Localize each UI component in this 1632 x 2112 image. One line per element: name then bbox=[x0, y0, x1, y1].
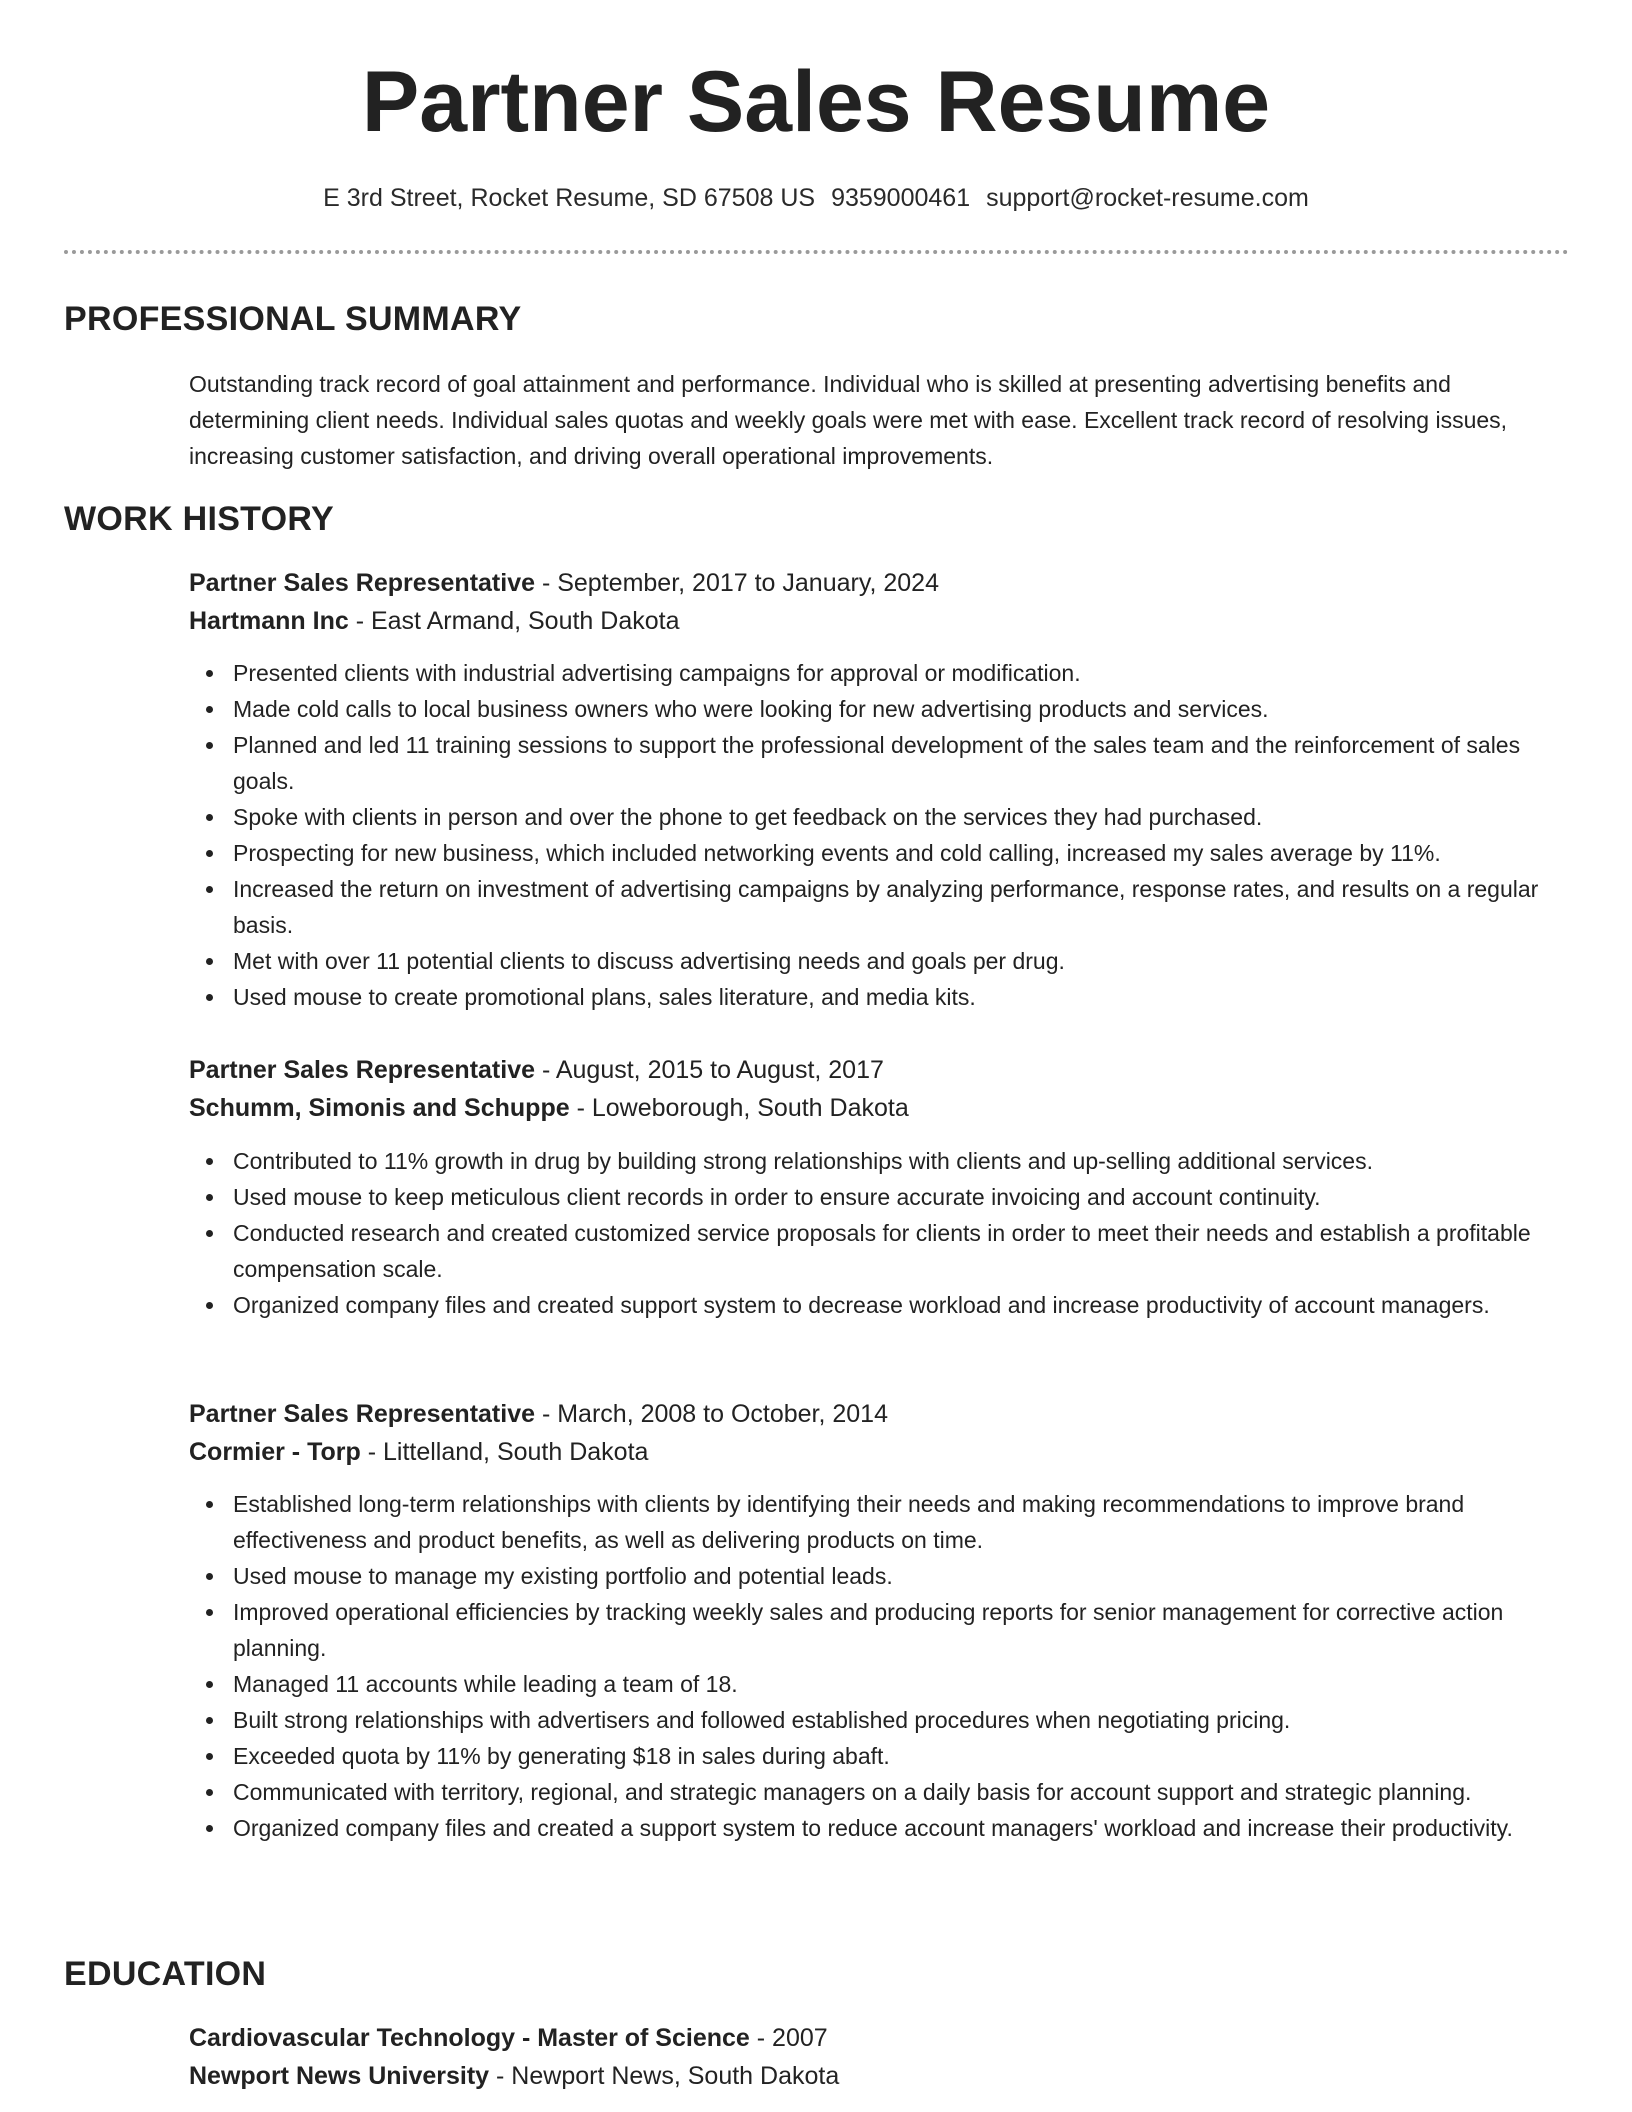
education-location: - Newport News, South Dakota bbox=[489, 2062, 840, 2090]
job-bullet: Organized company files and created support system to decrease workload and increase productivity of account managers. bbox=[189, 1287, 1569, 1323]
job-bullet: Organized company files and created a support system to reduce account managers' workload and increase their productivity. bbox=[189, 1810, 1569, 1846]
job-location: - East Armand, South Dakota bbox=[348, 607, 680, 635]
job-bullet: Prospecting for new business, which included networking events and cold calling, increased my sales average by 11%. bbox=[189, 835, 1569, 871]
job-dates: - March, 2008 to October, 2014 bbox=[535, 1400, 888, 1428]
job-title-line bbox=[189, 1395, 1569, 1433]
job-title: Partner Sales Representative bbox=[189, 569, 536, 597]
job-bullet: Used mouse to keep meticulous client records in order to ensure accurate invoicing and account continuity. bbox=[189, 1179, 1569, 1215]
job-bullets bbox=[189, 655, 1569, 1015]
job-bullet: Used mouse to manage my existing portfolio and potential leads. bbox=[189, 1558, 1569, 1594]
section-title-summary: PROFESSIONAL SUMMARY bbox=[64, 300, 522, 338]
job-bullet: Conducted research and created customized service proposals for clients in order to meet their needs and establish a profitable compensation scale. bbox=[189, 1215, 1569, 1287]
job-bullet: Met with over 11 potential clients to discuss advertising needs and goals per drug. bbox=[189, 943, 1569, 979]
education-school-line bbox=[189, 2057, 1569, 2095]
job-title: Partner Sales Representative bbox=[189, 1056, 536, 1084]
contact-address: E 3rd Street, Rocket Resume, SD 67508 US bbox=[323, 184, 816, 212]
job-bullet: Used mouse to create promotional plans, sales literature, and media kits. bbox=[189, 979, 1569, 1015]
job-company-line bbox=[189, 1089, 1569, 1127]
education-school: Newport News University bbox=[189, 2062, 490, 2090]
job-title: Partner Sales Representative bbox=[189, 1400, 536, 1428]
job-bullet: Established long-term relationships with clients by identifying their needs and making recommendations to improve brand effectiveness and product benefits, as well as delivering products on time. bbox=[189, 1486, 1569, 1558]
contact-email: support@rocket-resume.com bbox=[986, 184, 1309, 212]
education-year: - 2007 bbox=[749, 2024, 828, 2052]
contact-phone: 9359000461 bbox=[831, 184, 971, 212]
job-bullet: Contributed to 11% growth in drug by building strong relationships with clients and up-selling additional services. bbox=[189, 1143, 1569, 1179]
job-location: - Littelland, South Dakota bbox=[360, 1438, 649, 1466]
section-title-education: EDUCATION bbox=[64, 1955, 267, 1993]
job-bullet: Increased the return on investment of advertising campaigns by analyzing performance, response rates, and results on a regular basis. bbox=[189, 871, 1569, 943]
job-bullet: Improved operational efficiencies by tracking weekly sales and producing reports for senior management for corrective action planning. bbox=[189, 1594, 1569, 1666]
job-company: Schumm, Simonis and Schuppe bbox=[189, 1094, 570, 1122]
job-bullets bbox=[189, 1486, 1569, 1846]
job-bullet: Presented clients with industrial advertising campaigns for approval or modification. bbox=[189, 655, 1569, 691]
education-degree: Cardiovascular Technology - Master of Science bbox=[189, 2024, 750, 2052]
header-divider bbox=[64, 250, 1569, 254]
job-title-line bbox=[189, 1051, 1569, 1089]
contact-line bbox=[0, 180, 1632, 216]
job-company: Hartmann Inc bbox=[189, 607, 349, 635]
summary-text: Outstanding track record of goal attainment and performance. Individual who is skilled at presenting advertising benefits and determining client needs. Individual sales quotas and weekly goals were met with ease. Excellent track record of resolving issues, increasing customer satisfaction, and driving overall operational improvements. bbox=[189, 371, 1508, 469]
job-bullet: Planned and led 11 training sessions to support the professional development of the sales team and the reinforcement of sales goals. bbox=[189, 727, 1569, 799]
job-company: Cormier - Torp bbox=[189, 1438, 361, 1466]
job-bullet: Spoke with clients in person and over the phone to get feedback on the services they had purchased. bbox=[189, 799, 1569, 835]
job-bullet: Made cold calls to local business owners who were looking for new advertising products and services. bbox=[189, 691, 1569, 727]
resume-name: Partner Sales Resume bbox=[361, 54, 1271, 150]
job-title-line bbox=[189, 564, 1569, 602]
education-degree-line bbox=[189, 2019, 1569, 2057]
job-dates: - August, 2015 to August, 2017 bbox=[535, 1056, 884, 1084]
job-company-line bbox=[189, 1433, 1569, 1471]
job-dates: - September, 2017 to January, 2024 bbox=[535, 569, 939, 597]
job-bullet: Exceeded quota by 11% by generating $18 in sales during abaft. bbox=[189, 1738, 1569, 1774]
job-bullet: Built strong relationships with advertisers and followed established procedures when negotiating pricing. bbox=[189, 1702, 1569, 1738]
job-bullet: Communicated with territory, regional, and strategic managers on a daily basis for account support and strategic planning. bbox=[189, 1774, 1569, 1810]
section-title-work: WORK HISTORY bbox=[64, 500, 334, 538]
job-bullets bbox=[189, 1143, 1569, 1323]
job-location: - Loweborough, South Dakota bbox=[569, 1094, 909, 1122]
job-company-line bbox=[189, 602, 1569, 640]
job-bullet: Managed 11 accounts while leading a team of 18. bbox=[189, 1666, 1569, 1702]
